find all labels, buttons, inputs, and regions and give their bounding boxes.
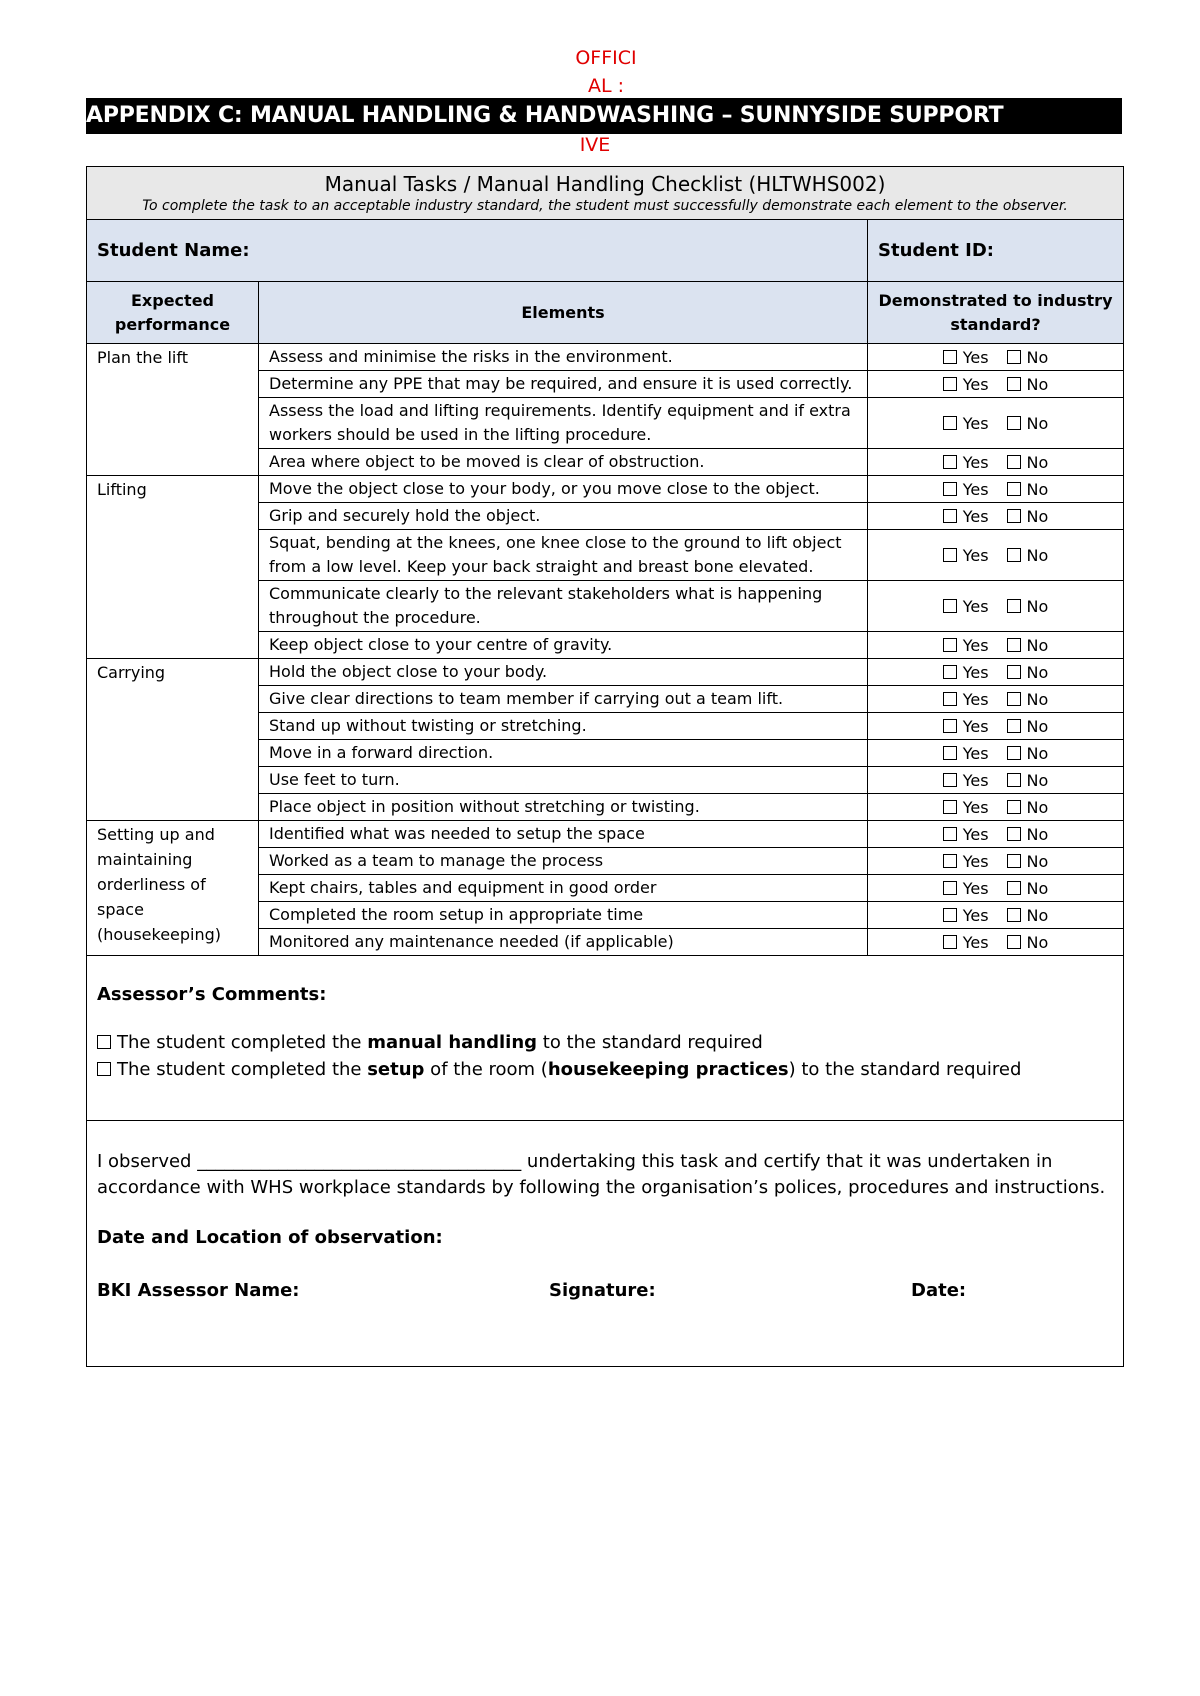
yes-checkbox[interactable]	[943, 881, 957, 895]
no-checkbox[interactable]	[1007, 599, 1021, 613]
no-label: No	[1026, 878, 1049, 898]
element-description: Grip and securely hold the object.	[259, 503, 868, 530]
no-label: No	[1026, 905, 1049, 925]
element-description: Identified what was needed to setup the space	[259, 821, 868, 848]
checklist-title-row	[87, 167, 1124, 220]
element-description: Assess the load and lifting requirements. Identify equipment and if extra workers should be used in the lifting procedure.	[259, 398, 868, 449]
comment-housekeeping[interactable]	[97, 1056, 1113, 1083]
no-option[interactable]	[1007, 663, 1049, 682]
no-label: No	[1026, 374, 1049, 394]
demonstrated-options	[868, 632, 1124, 659]
comment-2-text-bold-2: housekeeping practices	[547, 1059, 789, 1080]
no-checkbox[interactable]	[1007, 908, 1021, 922]
demonstrated-options	[868, 344, 1124, 371]
element-description: Assess and minimise the risks in the environment.	[259, 344, 868, 371]
comment-1-text-pre: The student completed the	[117, 1032, 368, 1053]
classification-marking	[566, 44, 646, 100]
signature-row	[97, 1280, 1113, 1310]
demonstrated-options	[868, 503, 1124, 530]
yes-label: Yes	[962, 506, 989, 526]
no-checkbox[interactable]	[1007, 827, 1021, 841]
no-option[interactable]	[1007, 546, 1049, 565]
yes-option[interactable]	[943, 933, 989, 952]
element-description: Squat, bending at the knees, one knee close to the ground to lift object from a low level. Keep your back straight and breast bone elevated.	[259, 530, 868, 581]
demonstrated-options	[868, 902, 1124, 929]
yes-option[interactable]	[943, 480, 989, 499]
comment-2-text-post: ) to the standard required	[788, 1059, 1022, 1080]
comment-1-text-bold: manual handling	[367, 1032, 538, 1053]
no-option[interactable]	[1007, 507, 1049, 526]
no-label: No	[1026, 851, 1049, 871]
no-option[interactable]	[1007, 906, 1049, 925]
yes-checkbox[interactable]	[943, 827, 957, 841]
assessor-comments-section	[87, 956, 1124, 1121]
yes-option[interactable]	[943, 771, 989, 790]
yes-label: Yes	[962, 479, 989, 499]
classification-line-1: OFFICI	[575, 47, 637, 69]
demonstrated-options	[868, 875, 1124, 902]
student-details-row	[87, 220, 1124, 282]
signature-field[interactable]: Signature:	[549, 1280, 656, 1301]
no-checkbox[interactable]	[1007, 800, 1021, 814]
element-description: Move the object close to your body, or you move close to the object.	[259, 476, 868, 503]
demonstrated-options	[868, 659, 1124, 686]
column-header-demonstrated: Demonstrated to industry standard?	[868, 282, 1124, 344]
no-label: No	[1026, 716, 1049, 736]
yes-label: Yes	[962, 347, 989, 367]
no-label: No	[1026, 413, 1049, 433]
yes-checkbox[interactable]	[943, 854, 957, 868]
yes-checkbox[interactable]	[943, 665, 957, 679]
yes-option[interactable]	[943, 825, 989, 844]
yes-checkbox[interactable]	[943, 719, 957, 733]
element-description: Hold the object close to your body.	[259, 659, 868, 686]
no-checkbox[interactable]	[1007, 455, 1021, 469]
demonstrated-options	[868, 449, 1124, 476]
no-option[interactable]	[1007, 744, 1049, 763]
yes-checkbox[interactable]	[943, 377, 957, 391]
expected-performance-category: Carrying	[87, 659, 259, 821]
no-checkbox[interactable]	[1007, 638, 1021, 652]
yes-label: Yes	[962, 743, 989, 763]
yes-checkbox[interactable]	[943, 350, 957, 364]
yes-label: Yes	[962, 596, 989, 616]
no-option[interactable]	[1007, 348, 1049, 367]
classification-line-2: AL :	[587, 75, 625, 97]
observation-statement: I observed ____________________________________ undertaking this task and certify that it was undertaken in accordance with WHS workplace standards by following the organisation’s polices, procedures and instructions.	[97, 1151, 1106, 1198]
column-header-elements: Elements	[259, 282, 868, 344]
demonstrated-options	[868, 794, 1124, 821]
demonstrated-options	[868, 530, 1124, 581]
no-label: No	[1026, 662, 1049, 682]
yes-checkbox[interactable]	[943, 746, 957, 760]
yes-label: Yes	[962, 689, 989, 709]
yes-option[interactable]	[943, 852, 989, 871]
no-option[interactable]	[1007, 375, 1049, 394]
appendix-banner: APPENDIX C: MANUAL HANDLING & HANDWASHING – SUNNYSIDE SUPPORT	[86, 98, 1122, 134]
no-checkbox[interactable]	[1007, 509, 1021, 523]
assessor-comments-heading: Assessor’s Comments:	[97, 984, 327, 1005]
yes-option[interactable]	[943, 906, 989, 925]
no-option[interactable]	[1007, 825, 1049, 844]
demonstrated-options	[868, 398, 1124, 449]
yes-option[interactable]	[943, 375, 989, 394]
yes-label: Yes	[962, 824, 989, 844]
comment-1-text-post: to the standard required	[537, 1032, 763, 1053]
element-description: Area where object to be moved is clear of obstruction.	[259, 449, 868, 476]
no-label: No	[1026, 452, 1049, 472]
yes-option[interactable]	[943, 717, 989, 736]
no-checkbox[interactable]	[1007, 548, 1021, 562]
yes-checkbox[interactable]	[943, 692, 957, 706]
checklist-subtitle: To complete the task to an acceptable industry standard, the student must successfully demonstrate each element to the observer.	[142, 198, 1068, 214]
yes-option[interactable]	[943, 798, 989, 817]
no-option[interactable]	[1007, 933, 1049, 952]
expected-performance-category: Plan the lift	[87, 344, 259, 476]
element-description: Monitored any maintenance needed (if applicable)	[259, 929, 868, 956]
yes-option[interactable]	[943, 597, 989, 616]
comment-2-text-bold-1: setup	[367, 1059, 425, 1080]
yes-label: Yes	[962, 545, 989, 565]
yes-label: Yes	[962, 413, 989, 433]
yes-checkbox[interactable]	[943, 935, 957, 949]
no-checkbox[interactable]	[1007, 719, 1021, 733]
checklist-title: Manual Tasks / Manual Handling Checklist (HLTWHS002)	[324, 172, 886, 196]
yes-label: Yes	[962, 851, 989, 871]
no-label: No	[1026, 770, 1049, 790]
no-option[interactable]	[1007, 798, 1049, 817]
no-checkbox[interactable]	[1007, 416, 1021, 430]
yes-checkbox[interactable]	[943, 800, 957, 814]
observation-row	[87, 1121, 1124, 1367]
element-description: Kept chairs, tables and equipment in good order	[259, 875, 868, 902]
date-location-field[interactable]: Date and Location of observation:	[97, 1227, 443, 1248]
yes-option[interactable]	[943, 546, 989, 565]
yes-label: Yes	[962, 932, 989, 952]
yes-option[interactable]	[943, 453, 989, 472]
yes-checkbox[interactable]	[943, 773, 957, 787]
no-option[interactable]	[1007, 771, 1049, 790]
yes-checkbox[interactable]	[943, 638, 957, 652]
yes-label: Yes	[962, 635, 989, 655]
column-header-expected-performance: Expected performance	[87, 282, 259, 344]
demonstrated-options	[868, 821, 1124, 848]
yes-option[interactable]	[943, 690, 989, 709]
yes-option[interactable]	[943, 744, 989, 763]
checkbox-manual-handling[interactable]	[97, 1035, 111, 1049]
demonstrated-options	[868, 476, 1124, 503]
no-label: No	[1026, 824, 1049, 844]
yes-label: Yes	[962, 662, 989, 682]
yes-option[interactable]	[943, 663, 989, 682]
yes-option[interactable]	[943, 507, 989, 526]
yes-option[interactable]	[943, 348, 989, 367]
element-description: Stand up without twisting or stretching.	[259, 713, 868, 740]
demonstrated-options	[868, 740, 1124, 767]
classification-suffix: IVE	[579, 134, 611, 156]
no-option[interactable]	[1007, 414, 1049, 433]
no-option[interactable]	[1007, 480, 1049, 499]
yes-label: Yes	[962, 905, 989, 925]
expected-performance-category: Setting up and maintaining orderliness of space (housekeeping)	[87, 821, 259, 956]
demonstrated-options	[868, 581, 1124, 632]
checklist-row	[87, 821, 1124, 848]
manual-handling-checklist	[86, 166, 1124, 1367]
demonstrated-options	[868, 686, 1124, 713]
yes-checkbox[interactable]	[943, 482, 957, 496]
observation-section	[87, 1121, 1124, 1367]
demonstrated-options	[868, 848, 1124, 875]
no-checkbox[interactable]	[1007, 935, 1021, 949]
date-field[interactable]: Date:	[911, 1280, 967, 1301]
checklist-row	[87, 476, 1124, 503]
comment-manual-handling[interactable]	[97, 1029, 1113, 1056]
no-option[interactable]	[1007, 852, 1049, 871]
yes-option[interactable]	[943, 414, 989, 433]
no-option[interactable]	[1007, 597, 1049, 616]
yes-option[interactable]	[943, 879, 989, 898]
assessor-comments-row	[87, 956, 1124, 1121]
demonstrated-options	[868, 713, 1124, 740]
no-option[interactable]	[1007, 453, 1049, 472]
element-description: Move in a forward direction.	[259, 740, 868, 767]
no-label: No	[1026, 347, 1049, 367]
student-name-field[interactable]: Student Name:	[87, 220, 868, 282]
element-description: Place object in position without stretching or twisting.	[259, 794, 868, 821]
checklist-title-cell	[87, 167, 1124, 220]
demonstrated-options	[868, 929, 1124, 956]
demonstrated-options	[868, 767, 1124, 794]
yes-checkbox[interactable]	[943, 599, 957, 613]
no-checkbox[interactable]	[1007, 350, 1021, 364]
yes-checkbox[interactable]	[943, 509, 957, 523]
no-label: No	[1026, 596, 1049, 616]
no-label: No	[1026, 635, 1049, 655]
no-label: No	[1026, 743, 1049, 763]
element-description: Give clear directions to team member if carrying out a team lift.	[259, 686, 868, 713]
no-checkbox[interactable]	[1007, 377, 1021, 391]
no-checkbox[interactable]	[1007, 665, 1021, 679]
element-description: Communicate clearly to the relevant stakeholders what is happening throughout the procedure.	[259, 581, 868, 632]
no-label: No	[1026, 506, 1049, 526]
element-description: Use feet to turn.	[259, 767, 868, 794]
checklist-row	[87, 344, 1124, 371]
no-checkbox[interactable]	[1007, 773, 1021, 787]
yes-checkbox[interactable]	[943, 908, 957, 922]
no-option[interactable]	[1007, 879, 1049, 898]
checklist-row	[87, 659, 1124, 686]
comment-2-text-pre: The student completed the	[117, 1059, 368, 1080]
no-label: No	[1026, 932, 1049, 952]
student-id-field[interactable]: Student ID:	[868, 220, 1124, 282]
no-option[interactable]	[1007, 717, 1049, 736]
yes-label: Yes	[962, 716, 989, 736]
element-description: Completed the room setup in appropriate time	[259, 902, 868, 929]
comment-2-text-mid: of the room (	[424, 1059, 548, 1080]
no-label: No	[1026, 689, 1049, 709]
no-option[interactable]	[1007, 690, 1049, 709]
yes-option[interactable]	[943, 636, 989, 655]
checkbox-housekeeping[interactable]	[97, 1062, 111, 1076]
yes-label: Yes	[962, 452, 989, 472]
yes-checkbox[interactable]	[943, 455, 957, 469]
demonstrated-options	[868, 371, 1124, 398]
yes-checkbox[interactable]	[943, 548, 957, 562]
element-description: Worked as a team to manage the process	[259, 848, 868, 875]
no-label: No	[1026, 545, 1049, 565]
no-label: No	[1026, 479, 1049, 499]
yes-label: Yes	[962, 770, 989, 790]
assessor-name-field[interactable]: BKI Assessor Name:	[97, 1280, 300, 1301]
no-checkbox[interactable]	[1007, 482, 1021, 496]
no-checkbox[interactable]	[1007, 746, 1021, 760]
no-checkbox[interactable]	[1007, 692, 1021, 706]
expected-performance-category: Lifting	[87, 476, 259, 659]
element-description: Determine any PPE that may be required, and ensure it is used correctly.	[259, 371, 868, 398]
yes-label: Yes	[962, 797, 989, 817]
element-description: Keep object close to your centre of gravity.	[259, 632, 868, 659]
no-option[interactable]	[1007, 636, 1049, 655]
column-header-row	[87, 282, 1124, 344]
yes-label: Yes	[962, 374, 989, 394]
no-checkbox[interactable]	[1007, 881, 1021, 895]
no-label: No	[1026, 797, 1049, 817]
no-checkbox[interactable]	[1007, 854, 1021, 868]
yes-checkbox[interactable]	[943, 416, 957, 430]
yes-label: Yes	[962, 878, 989, 898]
